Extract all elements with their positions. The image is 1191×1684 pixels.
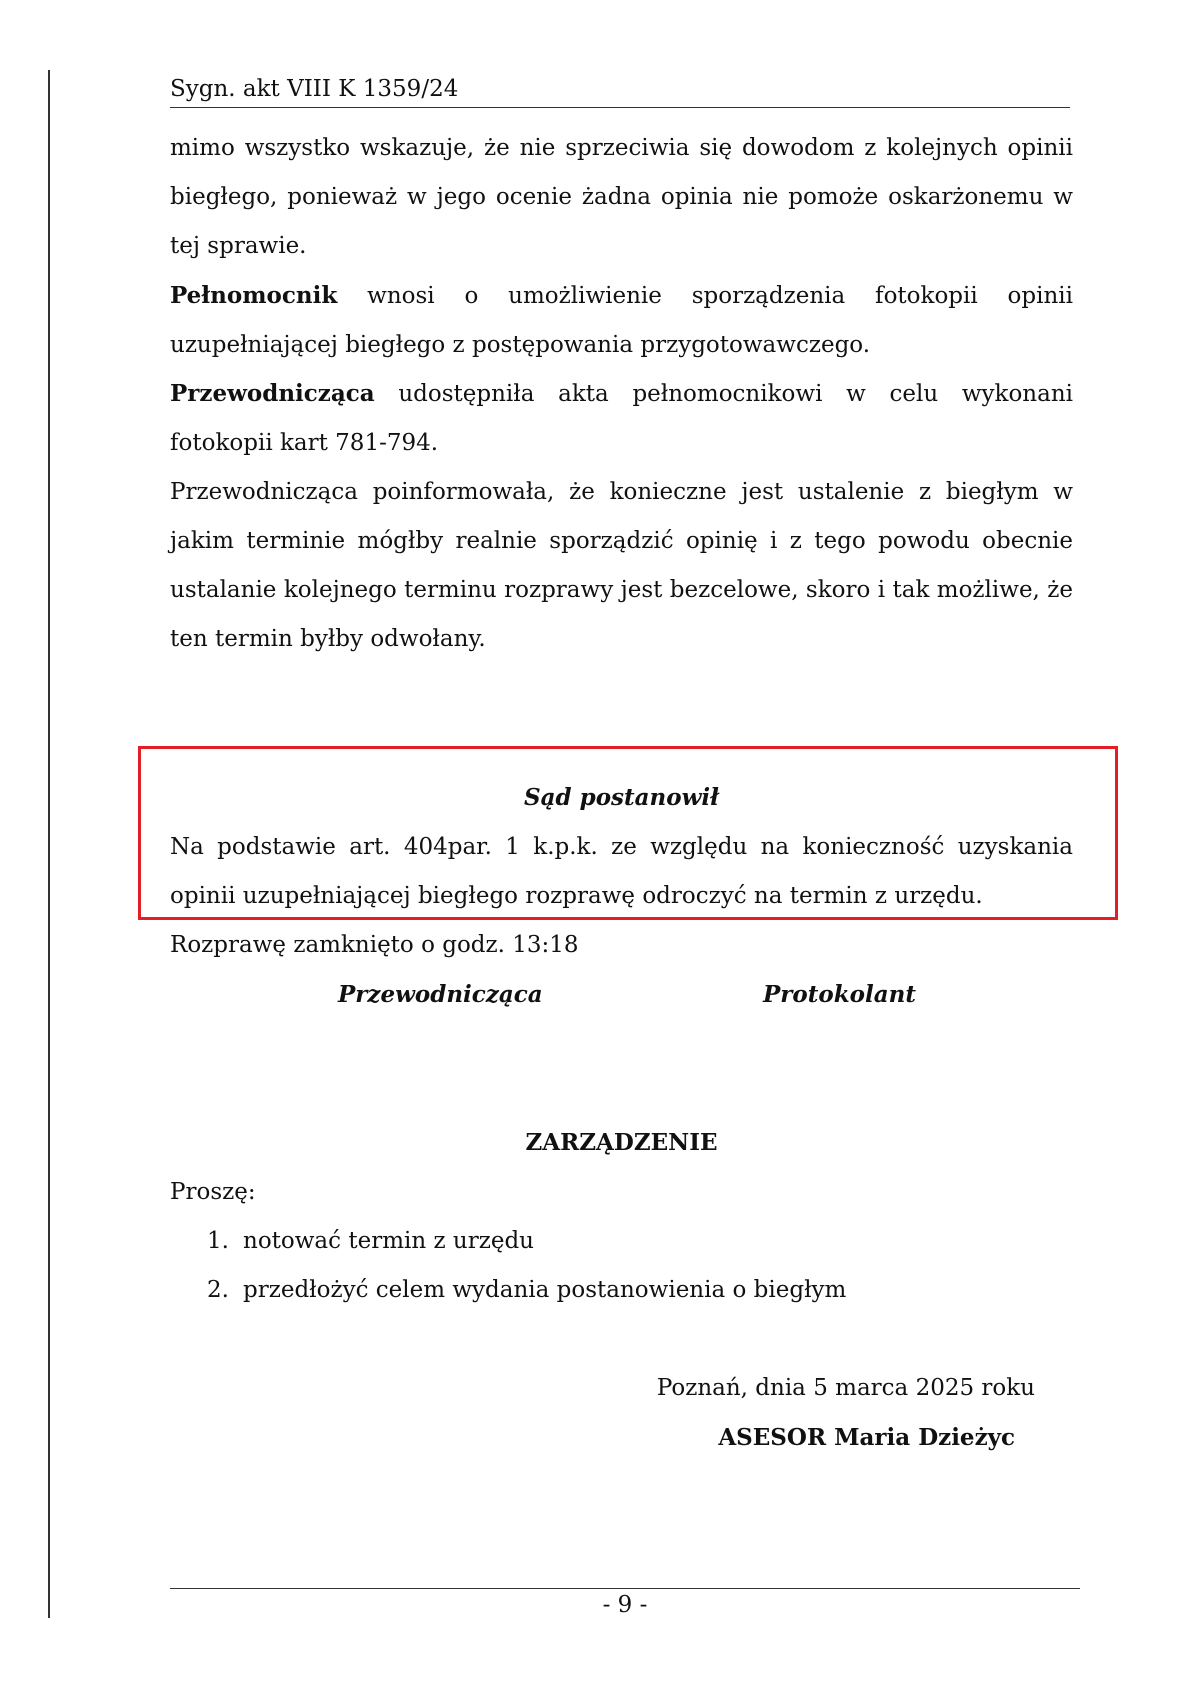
paragraph-presiding-info <box>170 468 1073 664</box>
page-number: - 9 - <box>602 1592 648 1618</box>
hearing-closed-line <box>170 921 1073 970</box>
place-date: Poznań, dnia 5 marca 2025 roku <box>656 1375 1035 1401</box>
order-list <box>170 1217 1073 1315</box>
paragraph-body-1 <box>170 124 1073 271</box>
order-intro-line <box>170 1168 1073 1217</box>
order-intro: Proszę: <box>170 1179 256 1205</box>
order-item-number: 2. <box>207 1277 229 1303</box>
presiding-info-text: Przewodnicząca poinformowała, że konieczne jest ustalenie z biegłym w jakim terminie mógłby realnie sporządzić opinię i z tego powodu obecnie ustalanie kolejnego terminu rozprawy jest bezcelowe, skoro i tak możliwe, że ten termin byłby odwołany. <box>170 479 1073 652</box>
decision-text: Na podstawie art. 404par. 1 k.p.k. ze względu na konieczność uzyskania opinii uzupełniającej biegłego rozprawę odroczyć na termin z urzędu. <box>170 834 1073 909</box>
presiding-files-text <box>170 369 1073 468</box>
paragraph-attorney <box>170 271 1073 370</box>
case-signature-header: Sygn. akt VIII K 1359/24 <box>170 74 1070 108</box>
order-item-text: przedłożyć celem wydania postanowienia o biegłym <box>243 1277 847 1303</box>
order-item-number: 1. <box>207 1228 229 1254</box>
order-item-text: notować termin z urzędu <box>243 1228 534 1254</box>
presiding-files-rest: udostępniła akta pełnomocnikowi w celu wykonani fotokopii kart 781-794. <box>170 381 1073 456</box>
order-list-item <box>170 1266 1073 1315</box>
order-list-item <box>170 1217 1073 1266</box>
attorney-request-text: wnosi o umożliwienie sporządzenia fotokopii opinii <box>367 283 1074 309</box>
attorney-line-1 <box>170 271 1073 321</box>
signature-row <box>0 970 1191 1019</box>
signature-clerk: Protokolant <box>763 981 916 1008</box>
paragraph-continuation: mimo wszystko wskazuje, że nie sprzeciwia się dowodom z kolejnych opinii biegłego, ponieważ w jego ocenie żadna opinia nie pomoże oskarżonemu w tej sprawie. <box>170 135 1073 259</box>
decision-body <box>170 823 1073 921</box>
attorney-label: Pełnomocnik <box>170 282 338 309</box>
hearing-closed-text: Rozprawę zamknięto o godz. 13:18 <box>170 932 579 958</box>
signer-name: ASESOR Maria Dzieżyc <box>718 1424 1015 1451</box>
attorney-line-2: uzupełniającej biegłego z postępowania przygotowawczego. <box>170 332 871 358</box>
decision-title: Sąd postanowił <box>524 784 719 811</box>
signature-presiding: Przewodnicząca <box>338 981 543 1008</box>
order-title: ZARZĄDZENIE <box>525 1129 718 1156</box>
paragraph-presiding-files <box>170 369 1073 468</box>
presiding-label: Przewodnicząca <box>170 380 375 407</box>
footer-divider <box>170 1588 1080 1589</box>
